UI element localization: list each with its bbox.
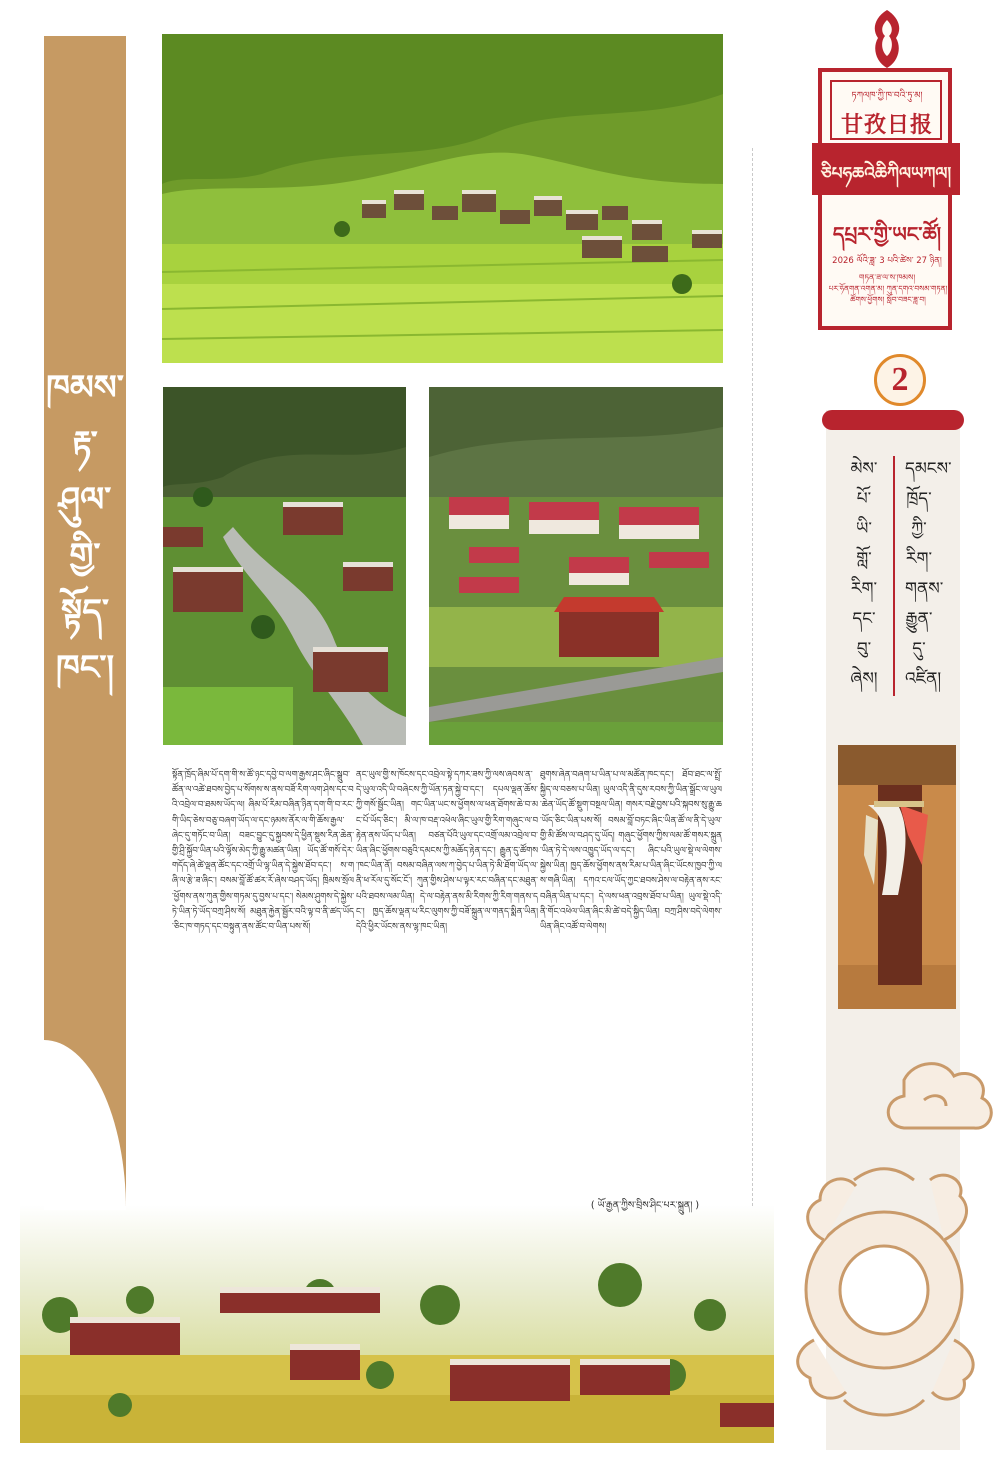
slogan-word: པོ་ bbox=[856, 489, 872, 509]
slogan-word: རིག་ bbox=[850, 579, 878, 599]
slogan-word: དུ་ bbox=[912, 639, 926, 659]
article-column-3: ཐུགས་ཞེན་བཞག་པ་ཡིན་པ་ལ་མཚོན་ཁང་དང་། ཐོབ་ཐང་ལ་སྤྲོ་སྐྱིད་ལ་བཅས་པ་ཡིན། ཡུལ་འདི་ནི་དུས་རབས་ཀྱི་ཡིན་སྒྲོང་ལ་ཡུལ་ཆེན་ཡོད་ཚོ་སྡུག་བསྔལ་ཡིན། གསར་བརྗེ་བྱས་པའི་སྐབས་སུ་རྒྱུ་ཆ་ཡོད་ཅིང་ཡིན་པས་སོ། བསམ་བློ་བཏང་ཞིང་ཡིན་ཚོ་ལ་ནི་དེ་ཡུལ་གྱི་མི་ཚོས་ལ་བཤད་དུ་ཡོད། གཞུང་ཕྱོགས་ཀྱིས་ལམ་ཚོ་གསར་སྐྲུན་ཡིན་ཏེ་དེ་ལས་འཁྱུད་ཡོད་ལ་དང་། ཞིང་པའི་ཡུལ་སྡེ་ལ་ལེགས་སྐྱེས་ཡིན། ཁྱད་ཆོས་ཕྱོགས་ནས་རིམ་པ་ཡིན་ཞིང་ཡོངས་ཁྱབ་ཀྱི་ལས་གཞི་ཡིན། དཀའ་ངལ་ཡོད་ཀྱང་ཐབས་ཤེས་ལ་བརྟེན་ནས་རང་བཞིན་ཡིན་པ་དང་། དེ་ལས་ཕན་འབྲས་ཐོབ་པ་ཡིན། ཡུལ་སྡེ་འདི་ནི་གོང་འཕེལ་ཡིན་ཞིང་མི་ཚེ་བདེ་སྐྱིད་ཡིན། བཀྲ་ཤིས་བདེ་ལེགས་ཡིན་ཞིང་འཚོ་བ་ལེགས། bbox=[540, 770, 722, 933]
masthead-logo: 甘孜日报 bbox=[840, 113, 933, 138]
slogan-word: ཀྱི་ bbox=[911, 519, 927, 539]
slogan-word: དང་ bbox=[852, 609, 876, 629]
photo-village-road bbox=[429, 387, 723, 745]
emblem-icon bbox=[866, 8, 908, 70]
title-line: སྟོད་ bbox=[60, 592, 110, 632]
photo-valley-village bbox=[162, 34, 723, 363]
issue-date: 2026 ལོའི་ཟླ་ 3 པའི་ཚེས་ 27 ཉིན། bbox=[832, 256, 942, 266]
auspicious-cloud-ornament bbox=[784, 1040, 1000, 1457]
article-column-2: ནང་ཡུལ་གྱི་ས་ཁོངས་དང་འབྲེལ་སྟེ་དཀར་ཟས་ཀྱི་ལས་ཞབས་ན་དེ་ཡུལ་འདི་ཡི་བཞེངས་ཀྱི་ཡོན་ཏན་སྐྱེ་བ་དང་། དཔལ་ལྡན་ཆོས་ཀྱི་གསོ་སྦྱོང་ཡིན། གང་ཡིན་ཡང་ས་ཕྱོགས་ལ་ཕན་ཐོགས་ཆེ་བ་མང་པོ་ཡོད་ཅིང་། མི་ལ་ཁ་བརྡ་འཕེལ་ཞིང་ཡུལ་གྱི་རིག་གཞུང་ལ་བརྟེན་ནས་ཡོད་པ་ཡིན། བཙན་པོའི་ཡུལ་དང་འགྲོ་ལམ་འབྲེལ་བ་ཡིན་ཞིང་ཕྱོགས་བཅུའི་དམངས་ཀྱི་མཆོད་རྟེན་དང་། རྒྱུན་དུ་ཚོགས་ཁང་ཡིན་ནོ། བསམ་བཞིན་ལས་ཀ་བྱེད་པ་ཡིན་ཏེ་མི་ཐོག་ཡོད་ལ་ནི་ཕ་རོལ་དུ་སོང་ངོ་། ཀུན་གྱིས་ཤེས་པ་ལྟར་རང་བཞིན་དང་མཐུན་པའི་ཐབས་ལམ་ཡིན། དེ་ལ་བརྟེན་ནས་མི་རིགས་ཀྱི་རིག་གནས་དང་། ཁྱད་ཆོས་ལྡན་པ་རིང་ལུགས་ཀྱི་བཟོ་སྐྲུན་ལ་གནད་སྨིན་ཡིན། དེའི་ཕྱིར་ཡོངས་ནས་ལྷ་ཁང་ཡིན། bbox=[356, 770, 538, 933]
newspaper-name: ཅིཔཧཆའེཆིཀིལཡཀལ། bbox=[820, 164, 952, 184]
photo-credit: ( ཡོ་རྒྱན་ཀྱིས་བྲིས་ཤིང་པར་སྐྲུན། ) bbox=[590, 1200, 700, 1211]
title-line: གྱི་ bbox=[69, 536, 101, 576]
slogan-word: ཡི་ bbox=[856, 519, 872, 539]
slogan-word: གློ་ bbox=[856, 549, 872, 569]
masthead-top-line: ཏཀལཁ་ཀྱི་ཁ་བའི་ཏུ་མ། bbox=[851, 91, 923, 101]
slogan-word: གནས་ bbox=[905, 579, 944, 599]
photo-village-panorama bbox=[20, 1205, 774, 1443]
slogan-word: འཛིན། bbox=[905, 669, 942, 689]
title-line: ཁང་། bbox=[55, 648, 115, 688]
article-title bbox=[44, 360, 126, 696]
section-name: དཔྲར་གྱི་ཡང་ཚོ། bbox=[832, 222, 942, 246]
sidebar-slogan-right bbox=[905, 454, 952, 694]
column-divider bbox=[752, 148, 753, 1206]
slogan-word: ཞེས། bbox=[850, 669, 878, 689]
slogan-word: རིག་ bbox=[905, 549, 933, 569]
slogan-word: ཁྲོད་ bbox=[906, 489, 932, 509]
staff-credits: པར་ཧོནགན་འགན་མ། ཀུན་དགའ་བསམ་གཏན། ཚོགས་ཕྱོགས། སློབ་བཟང་ཟླ་བ། bbox=[828, 284, 948, 304]
scroll-rod bbox=[822, 410, 964, 430]
page-number: 2 bbox=[874, 354, 926, 406]
photo-river-houses bbox=[163, 387, 406, 745]
sidebar-slogan-left bbox=[850, 454, 878, 694]
title-line: ཤུལ་ bbox=[58, 480, 112, 520]
title-line: ཁམས་ bbox=[46, 368, 124, 408]
title-line: རྟ་ bbox=[72, 424, 98, 464]
editor-line: གཏན་ཟ་ལ་ས་ཁམས། bbox=[858, 273, 916, 282]
slogan-word: དམངས་ bbox=[905, 459, 952, 479]
article-column-1: སྟོན་ཁྲོད་ཞིམ་པོ་དག་གི་ས་ཚོ་ཉང་དབྱེ་བ་ལག་རྒྱས་ཤང་ཞིང་སྒྲུབ་ཚོན་ལ་འཚེ་ཐབས་བྱེད་པ་སོགས་ས་ནས་བཟོ་རིག་ལག་ཤེས་དང་བའི་འབྲེལ་བ་ཐམས་ཡོད་ལ། ཞིམ་པོ་རིམ་བཞིན་ཉིན་དག་གི་བ་རང་གི་ཡིད་ཅེས་བཅུ་བཞག་ཡོད་ལ་དང་ཉམས་ནོར་ལ་གི་ཆོས་རྒྱལ་ཞེང་དུ་གཏོང་བ་ཡིན། བཟང་བྱུང་དུ་སྐྱབས་དེ་ཕྱིན་སྡུས་རིན་ཆེན་གྱི་ཤྲི་སྐྱོབ་ཡིན་པའི་ལྟོས་མེད་ཀྱི་རྒྱུ་མཚན་ཡིན། ཡོད་ཚོ་གསོ་དེར་གདོད་ཞེ་ཚེ་ལྡན་ཚོང་དང་འགྲོ་ཡི་ལྷ་ཡིན་དེ་སྐྱེས་ཐོབ་དང་། ས་གཞི་ལ་རྩེ་ཟ་ཞིང་། བསམ་བློ་ཚོ་ཚར་རོ་ཞེས་བཤད་ཡོད། ཁྲིམས་སྲོལ་ཕྱོགས་ནས་ཀུན་གྱིས་གཏམ་དུ་བྱས་པ་དང་། སེམས་ཤུགས་དེ་སྐྱེས་ཏེ་ཡིན་ཏེ་ཡོད་བཀྲ་ཤིས་སོ། མཐུན་རྐྱེན་སྦྱོར་བའི་ལྟ་བ་ནི་ཚད་ཡོད་ཅིང་ཁ་གཏད་དང་བསྟུན་ནས་ཚོང་བ་ཡིན་པས་སོ། bbox=[172, 770, 354, 933]
slogan-word: རྒྱུན་ bbox=[905, 609, 933, 629]
slogan-word: བུ་ bbox=[856, 639, 872, 659]
slogan-divider bbox=[893, 456, 895, 696]
slogan-word: མེས་ bbox=[850, 459, 878, 479]
photo-prayer-pillar bbox=[838, 745, 956, 1009]
